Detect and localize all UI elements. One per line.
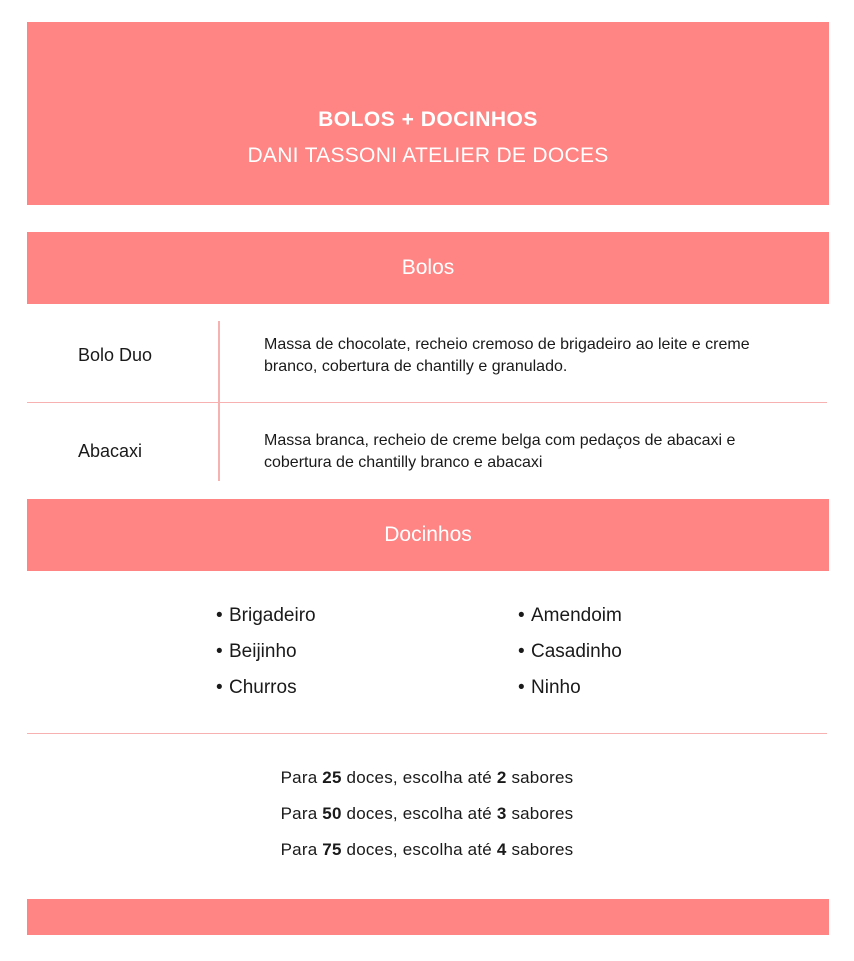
docinhos-heading: Docinhos	[384, 523, 472, 546]
bullet-icon: •	[518, 677, 525, 698]
bullet-icon: •	[216, 677, 223, 698]
pricing-flavors: 2	[496, 768, 507, 787]
cake-description: Massa de chocolate, recheio cremoso de brigadeiro ao leite e creme branco, cobertura de chantilly e granulado.	[264, 336, 750, 375]
sweet-list-item	[216, 605, 316, 627]
sweet-name: Amendoim	[531, 605, 622, 626]
sweet-name: Churros	[229, 677, 297, 698]
cake-name: Bolo Duo	[78, 345, 153, 365]
bolos-section-header	[27, 232, 829, 304]
bullet-icon: •	[518, 605, 525, 626]
sweet-list-item	[216, 641, 297, 663]
pricing-quantity: 25	[322, 768, 342, 787]
bullet-icon: •	[216, 641, 223, 662]
pricing-flavors: 4	[496, 840, 507, 859]
pricing-line	[0, 840, 854, 860]
docinhos-section-header	[27, 499, 829, 571]
bolos-heading: Bolos	[401, 256, 455, 279]
sweet-list-item	[216, 677, 297, 699]
pricing-prefix: Para	[280, 804, 318, 823]
pricing-middle: doces, escolha até	[346, 768, 492, 787]
cake-description: Massa branca, recheio de creme belga com pedaços de abacaxi e cobertura de chantilly branco e abacaxi	[264, 432, 736, 471]
pricing-quantity: 75	[322, 840, 342, 859]
pricing-line	[0, 804, 854, 824]
bullet-icon: •	[518, 641, 525, 662]
header-banner	[27, 22, 829, 205]
pricing-suffix: sabores	[511, 768, 574, 787]
page-subtitle: DANI TASSONI ATELIER DE DOCES	[247, 144, 609, 167]
pricing-quantity: 50	[322, 804, 342, 823]
sweet-name: Ninho	[531, 677, 581, 698]
pricing-suffix: sabores	[511, 840, 574, 859]
pricing-middle: doces, escolha até	[346, 804, 492, 823]
sweet-list-item	[518, 677, 581, 699]
sweet-name: Casadinho	[531, 641, 622, 662]
cake-name: Abacaxi	[78, 441, 143, 461]
bullet-icon: •	[216, 605, 223, 626]
docinhos-divider	[27, 733, 827, 734]
bolos-column-divider	[218, 321, 220, 481]
sweet-name: Brigadeiro	[229, 605, 316, 626]
footer-banner	[27, 899, 829, 935]
pricing-line	[0, 768, 854, 788]
sweet-name: Beijinho	[229, 641, 297, 662]
pricing-suffix: sabores	[511, 804, 574, 823]
bolos-row-divider	[27, 402, 827, 403]
page-title: BOLOS + DOCINHOS	[318, 108, 538, 131]
pricing-middle: doces, escolha até	[346, 840, 492, 859]
sweet-list-item	[518, 641, 622, 663]
pricing-flavors: 3	[496, 804, 507, 823]
pricing-prefix: Para	[280, 768, 318, 787]
sweet-list-item	[518, 605, 622, 627]
pricing-prefix: Para	[280, 840, 318, 859]
